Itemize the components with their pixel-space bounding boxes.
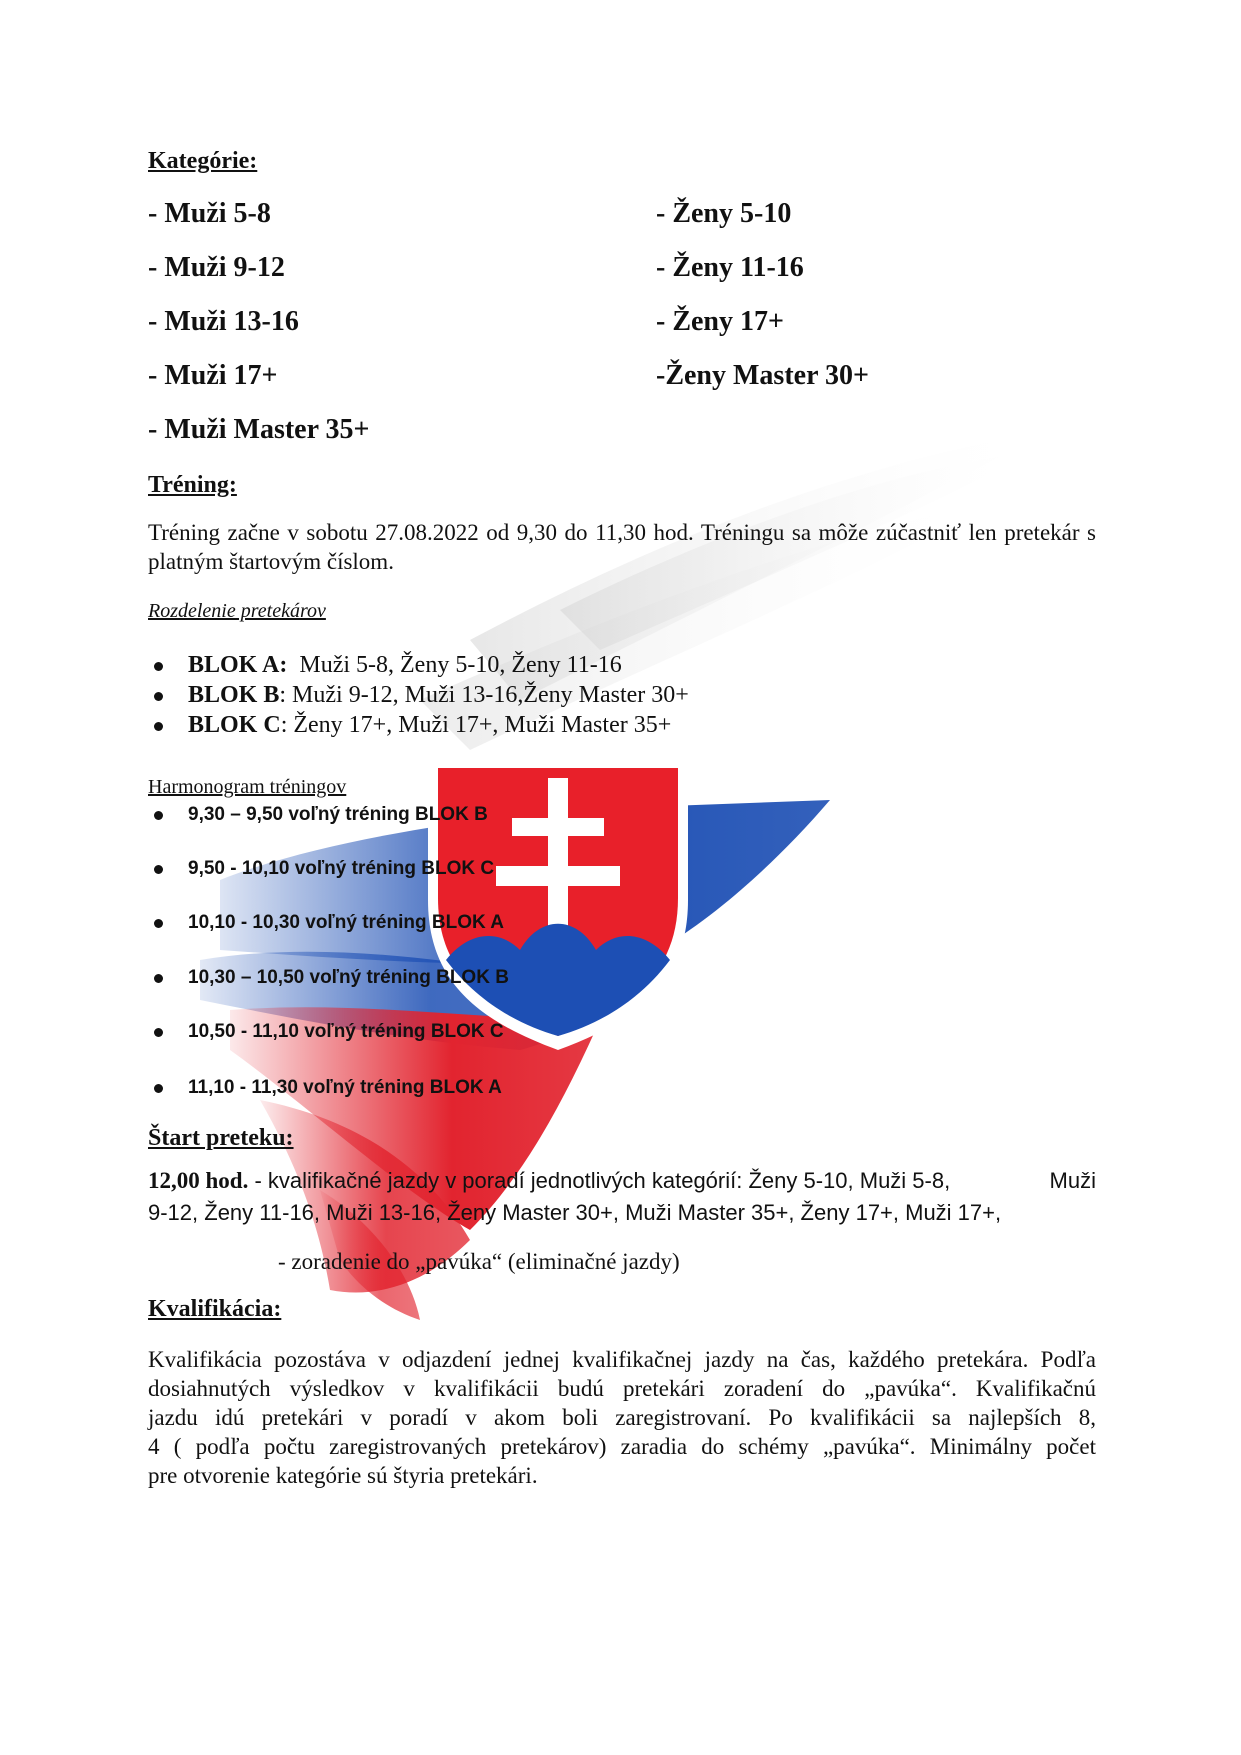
start-line-1-end: Muži (1049, 1168, 1096, 1193)
men-category: - Muži 9-12 (148, 252, 285, 283)
blok-groups: Muži 5-8, Ženy 5-10, Ženy 11-16 (287, 652, 622, 678)
blok-item (188, 682, 689, 709)
harmonogram-item: 9,50 - 10,10 voľný tréning BLOK C (188, 858, 495, 879)
blok-name: BLOK B (188, 682, 280, 708)
kvalifikacia-text (148, 1345, 1096, 1490)
kvalifikacia-line: pre otvorenie kategórie sú štyria pretekári. (148, 1463, 538, 1488)
kvalifikacia-line: Kvalifikácia pozostáva v odjazdení jednej kvalifikačnej jazdy na čas, každého pretekára. Podľa (148, 1347, 1096, 1372)
harmonogram-label: Harmonogram tréningov (148, 776, 347, 798)
start-line-3: - zoradenie do „pavúka“ (eliminačné jazdy) (278, 1249, 680, 1274)
start-line-2: 9-12, Ženy 11-16, Muži 13-16, Ženy Master 30+, Muži Master 35+, Ženy 17+, Muži 17+, (148, 1200, 1002, 1225)
men-category: - Muži 13-16 (148, 306, 299, 337)
blok-name: BLOK C (188, 712, 281, 738)
blok-name: BLOK A (188, 652, 280, 678)
men-category: - Muži Master 35+ (148, 414, 370, 445)
start-heading: Štart preteku: (148, 1125, 294, 1151)
kvalifikacia-line: dosiahnutých výsledkov v kvalifikácii budú pretekári zoradení do „pavúka“. Kvalifikačnú (148, 1376, 1096, 1401)
women-category: -Ženy Master 30+ (656, 360, 869, 391)
trening-paragraph: Tréning začne v sobotu 27.08.2022 od 9,30 do 11,30 hod. Tréningu sa môže zúčastniť len pretekár s platným štartovým číslom. (148, 520, 1096, 574)
start-line-1 (148, 1168, 1096, 1194)
blok-sep: : (279, 682, 287, 708)
men-category: - Muži 17+ (148, 360, 278, 391)
women-category: - Ženy 5-10 (656, 198, 792, 229)
harmonogram-item: 10,30 – 10,50 voľný tréning BLOK B (188, 967, 509, 988)
blok-item (188, 712, 671, 739)
trening-text (148, 518, 1096, 576)
harmonogram-item: 11,10 - 11,30 voľný tréning BLOK A (188, 1077, 502, 1098)
women-category: - Ženy 11-16 (656, 252, 804, 283)
kategorie-heading: Kategórie: (148, 148, 258, 174)
men-category: - Muži 5-8 (148, 198, 271, 229)
blok-groups: Muži 9-12, Muži 13-16,Ženy Master 30+ (286, 682, 689, 708)
kvalifikacia-line: 4 ( podľa počtu zaregistrovaných pretekárov) zaradia do schémy „pavúka“. Minimálny počet (148, 1434, 1096, 1459)
kvalifikacia-heading: Kvalifikácia: (148, 1296, 282, 1322)
blok-groups: Ženy 17+, Muži 17+, Muži Master 35+ (287, 712, 672, 738)
blok-item (188, 652, 622, 679)
blok-sep: : (280, 712, 288, 738)
trening-heading: Tréning: (148, 472, 237, 498)
harmonogram-item: 9,30 – 9,50 voľný tréning BLOK B (188, 804, 488, 825)
rozdelenie-label: Rozdelenie pretekárov (148, 600, 326, 622)
start-line-1-text: - kvalifikačné jazdy v poradí jednotlivých kategórií: Ženy 5-10, Muži 5-8, (248, 1168, 951, 1193)
women-category: - Ženy 17+ (656, 306, 784, 337)
blok-sep: : (279, 652, 288, 678)
kvalifikacia-line: jazdu idú pretekári v poradí v akom boli zaregistrovaní. Po kvalifikácii sa najlepších 8, (148, 1405, 1096, 1430)
start-time: 12,00 hod. (148, 1168, 249, 1193)
harmonogram-item: 10,50 - 11,10 voľný tréning BLOK C (188, 1021, 504, 1042)
harmonogram-item: 10,10 - 10,30 voľný tréning BLOK A (188, 912, 504, 933)
